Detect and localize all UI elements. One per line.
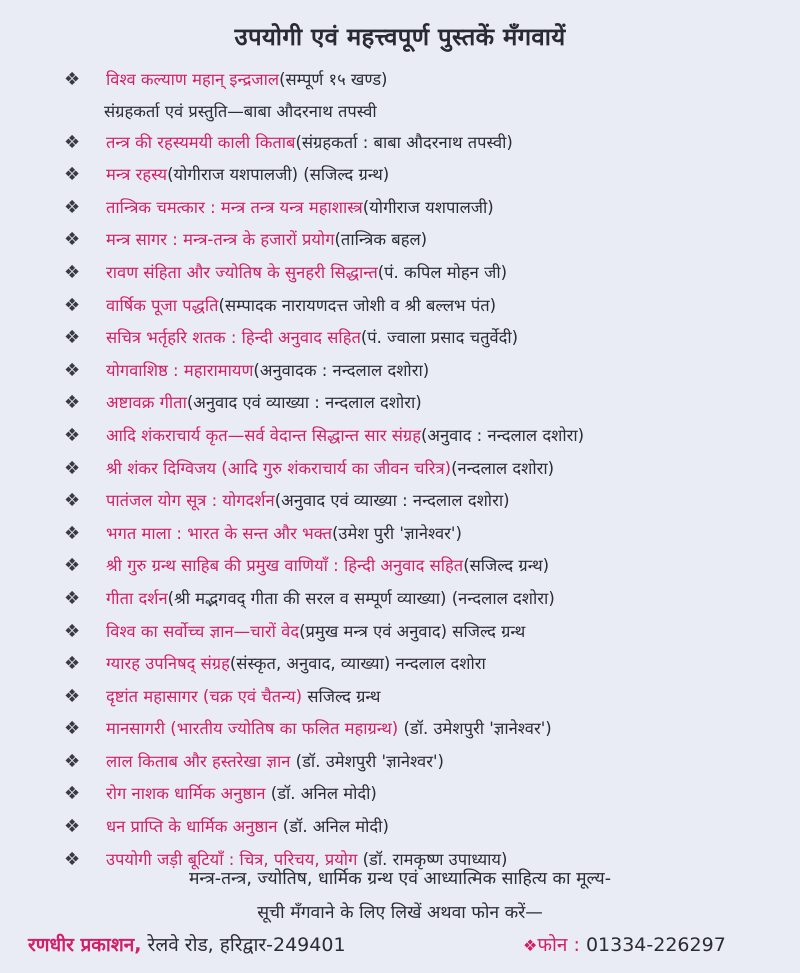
publisher-address: रेलवे रोड, हरिद्वार-249401 bbox=[141, 934, 346, 956]
diamond-bullet-icon: ❖ bbox=[64, 327, 81, 349]
list-item bbox=[60, 290, 800, 323]
book-title: भगत माला : भारत के सन्त और भक्त bbox=[106, 523, 332, 543]
book-title: तन्त्र की रहस्यमयी काली किताब bbox=[106, 132, 296, 152]
diamond-bullet-icon: ❖ bbox=[64, 718, 81, 740]
book-title: रोग नाशक धार्मिक अनुष्ठान bbox=[106, 784, 266, 804]
book-title: विश्व का सर्वोच्च ज्ञान—चारों वेद bbox=[106, 621, 300, 641]
book-details: (डॉ. उमेशपुरी 'ज्ञानेश्वर') bbox=[290, 751, 444, 771]
book-details: (योगीराज यशपालजी) (सजिल्द ग्रन्थ) bbox=[167, 165, 390, 185]
book-entry bbox=[106, 257, 507, 290]
diamond-bullet-icon: ❖ bbox=[64, 490, 81, 512]
diamond-bullet-icon: ❖ bbox=[64, 555, 81, 577]
book-entry bbox=[106, 616, 525, 649]
book-details: (तान्त्रिक बहल) bbox=[334, 230, 428, 250]
diamond-bullet-icon: ❖ bbox=[64, 131, 81, 153]
book-title: धन प्राप्ति के धार्मिक अनुष्ठान bbox=[106, 817, 278, 837]
book-details: (उमेश पुरी 'ज्ञानेश्वर') bbox=[331, 523, 462, 543]
book-entry bbox=[106, 127, 513, 160]
book-title: आदि शंकराचार्य कृत—सर्व वेदान्त सिद्धान्त सार संग्रह bbox=[106, 425, 421, 445]
book-entry bbox=[106, 485, 510, 518]
book-entry bbox=[106, 387, 422, 420]
list-item bbox=[60, 616, 800, 649]
book-title: उपयोगी जड़ी बूटियाँ : चित्र, परिचय, प्रयोग bbox=[106, 849, 358, 869]
book-entry bbox=[106, 420, 584, 453]
book-details: (डॉ. उमेशपुरी 'ज्ञानेश्वर') bbox=[398, 719, 552, 739]
book-entry bbox=[106, 583, 555, 616]
book-details: (डॉ. अनिल मोदी) bbox=[265, 784, 377, 804]
phone-number[interactable]: 01334-226297 bbox=[585, 934, 726, 956]
footer-note-line-1: मन्त्र-तन्त्र, ज्योतिष, धार्मिक ग्रन्थ एवं आध्यात्मिक साहित्य का मूल्य- bbox=[188, 869, 612, 889]
diamond-bullet-icon: ❖ bbox=[64, 750, 81, 772]
book-details: (योगीराज यशपालजी) bbox=[362, 197, 494, 217]
list-item bbox=[60, 746, 800, 779]
publisher-name: रणधीर प्रकाशन, bbox=[28, 934, 142, 956]
book-details: (पं. कपिल मोहन जी) bbox=[377, 262, 508, 282]
list-item bbox=[60, 387, 800, 420]
list-item bbox=[60, 322, 800, 355]
list-item bbox=[60, 648, 800, 681]
list-item bbox=[60, 811, 800, 844]
diamond-bullet-icon: ❖ bbox=[64, 69, 81, 90]
book-title: योगवाशिष्ठ : महारामायण bbox=[106, 360, 254, 380]
diamond-bullet-icon: ❖ bbox=[64, 653, 81, 675]
list-item bbox=[60, 192, 800, 225]
book-details: (संस्कृत, अनुवाद, व्याख्या) नन्दलाल दशोरा bbox=[229, 654, 486, 674]
book-entry bbox=[106, 681, 380, 714]
diamond-bullet-icon: ❖ bbox=[64, 620, 81, 642]
book-entry bbox=[106, 746, 444, 779]
book-title: तान्त्रिक चमत्कार : मन्त्र तन्त्र यन्त्र महाशास्त्र bbox=[106, 197, 363, 217]
book-title: अष्टावक्र गीता bbox=[106, 393, 187, 413]
book-title: दृष्टांत महासागर (चक्र एवं चैतन्य) bbox=[106, 686, 303, 706]
book-title: विश्व कल्याण महान् इन्द्रजाल bbox=[106, 70, 280, 89]
book-title: वार्षिक पूजा पद्धति bbox=[106, 295, 219, 315]
book-title: मानसागरी (भारतीय ज्योतिष का फलित महाग्रन्थ) bbox=[106, 719, 399, 739]
list-item bbox=[60, 127, 800, 160]
book-details: (सम्पूर्ण १५ खण्ड) bbox=[279, 70, 388, 89]
list-item bbox=[60, 453, 800, 486]
book-title: मन्त्र रहस्य bbox=[106, 165, 168, 185]
list-item bbox=[60, 420, 800, 453]
book-entry bbox=[106, 224, 427, 257]
book-entry bbox=[106, 64, 388, 97]
phone-label: फोन : bbox=[537, 934, 586, 956]
book-title: मन्त्र सागर : मन्त्र-तन्त्र के हजारों प्रयोग bbox=[106, 230, 335, 250]
book-title: रावण संहिता और ज्योतिष के सुनहरी सिद्धान्त bbox=[106, 262, 378, 282]
list-item bbox=[60, 681, 800, 714]
list-item bbox=[60, 778, 800, 811]
book-entry bbox=[106, 192, 494, 225]
diamond-bullet-icon: ❖ bbox=[64, 196, 81, 218]
footer-note-line-2: सूची मँगवाने के लिए लिखें अथवा फोन करें— bbox=[257, 903, 543, 923]
book-details: सजिल्द ग्रन्थ bbox=[302, 686, 381, 706]
book-title: श्री गुरु ग्रन्थ साहिब की प्रमुख वाणियाँ : हिन्दी अनुवाद सहित bbox=[106, 556, 464, 576]
diamond-bullet-icon: ❖ bbox=[64, 457, 81, 479]
book-details: (डॉ. रामकृष्ण उपाध्याय) bbox=[357, 849, 508, 869]
book-details: (संग्रहकर्ता : बाबा औदरनाथ तपस्वी) bbox=[295, 132, 513, 152]
book-details: (सजिल्द ग्रन्थ) bbox=[463, 556, 550, 576]
list-item bbox=[60, 485, 800, 518]
book-details: (नन्दलाल दशोरा) bbox=[451, 458, 555, 478]
book-entry bbox=[106, 713, 552, 746]
book-entry bbox=[106, 550, 549, 583]
book-entry bbox=[106, 322, 518, 355]
book-details: (अनुवादक : नन्दलाल दशोरा) bbox=[253, 360, 430, 380]
book-list bbox=[60, 64, 800, 876]
list-item bbox=[60, 355, 800, 388]
diamond-bullet-icon: ❖ bbox=[64, 229, 81, 251]
diamond-bullet-icon: ❖ bbox=[64, 164, 81, 186]
book-entry bbox=[106, 778, 377, 811]
list-item bbox=[60, 257, 800, 290]
book-title: श्री शंकर दिग्विजय (आदि गुरु शंकराचार्य का जीवन चरित्र) bbox=[106, 458, 452, 478]
list-item bbox=[60, 159, 800, 192]
book-title: सचित्र भर्तृहरि शतक : हिन्दी अनुवाद सहित bbox=[106, 328, 361, 348]
diamond-bullet-icon: ❖ bbox=[64, 587, 81, 609]
book-details: (अनुवाद : नन्दलाल दशोरा) bbox=[420, 425, 585, 445]
book-entry bbox=[106, 453, 554, 486]
book-title: पातंजल योग सूत्र : योगदर्शन bbox=[106, 491, 275, 511]
book-entry bbox=[106, 648, 486, 681]
book-details: (पं. ज्वाला प्रसाद चतुर्वेदी) bbox=[360, 328, 519, 348]
list-item bbox=[60, 64, 800, 97]
page-heading: उपयोगी एवं महत्त्वपूर्ण पुस्तकें मँगवायें bbox=[234, 23, 566, 51]
diamond-bullet-icon: ❖ bbox=[64, 522, 81, 544]
diamond-bullet-icon: ❖ bbox=[64, 261, 81, 283]
phone-info bbox=[523, 931, 726, 957]
book-details: (अनुवाद एवं व्याख्या : नन्दलाल दशोरा) bbox=[274, 491, 510, 511]
list-item bbox=[60, 224, 800, 257]
diamond-bullet-icon: ❖ bbox=[64, 783, 81, 805]
diamond-bullet-icon: ❖ bbox=[64, 848, 81, 870]
book-details: (सम्पादक नारायणदत्त जोशी व श्री बल्लभ पंत) bbox=[218, 295, 497, 315]
diamond-bullet-icon: ❖ bbox=[64, 359, 81, 381]
diamond-bullet-icon: ❖ bbox=[64, 685, 81, 707]
list-item bbox=[60, 550, 800, 583]
book-details: (श्री मद्भगवद् गीता की सरल व सम्पूर्ण व्याख्या) (नन्दलाल दशोरा) bbox=[167, 588, 555, 608]
book-entry bbox=[106, 159, 389, 192]
list-item bbox=[60, 518, 800, 551]
diamond-bullet-icon: ❖ bbox=[64, 294, 81, 316]
diamond-bullet-icon: ❖ bbox=[523, 936, 538, 955]
book-details: (अनुवाद एवं व्याख्या : नन्दलाल दशोरा) bbox=[186, 393, 422, 413]
book-entry bbox=[106, 811, 389, 844]
book-title: ग्यारह उपनिषद् संग्रह bbox=[106, 654, 230, 674]
list-item bbox=[60, 583, 800, 616]
diamond-bullet-icon: ❖ bbox=[64, 424, 81, 446]
list-item bbox=[60, 713, 800, 746]
book-details: (डॉ. अनिल मोदी) bbox=[277, 817, 389, 837]
book-subline: संग्रहकर्ता एवं प्रस्तुति—बाबा औदरनाथ तपस्वी bbox=[104, 101, 377, 121]
diamond-bullet-icon: ❖ bbox=[64, 392, 81, 414]
publisher-info bbox=[28, 931, 346, 957]
book-entry bbox=[106, 355, 429, 388]
diamond-bullet-icon: ❖ bbox=[64, 816, 81, 838]
book-title: गीता दर्शन bbox=[106, 588, 168, 608]
book-entry bbox=[106, 290, 496, 323]
book-entry bbox=[106, 518, 462, 551]
book-title: लाल किताब और हस्तरेखा ज्ञान bbox=[106, 751, 291, 771]
book-details: (प्रमुख मन्त्र एवं अनुवाद) सजिल्द ग्रन्थ bbox=[299, 621, 526, 641]
